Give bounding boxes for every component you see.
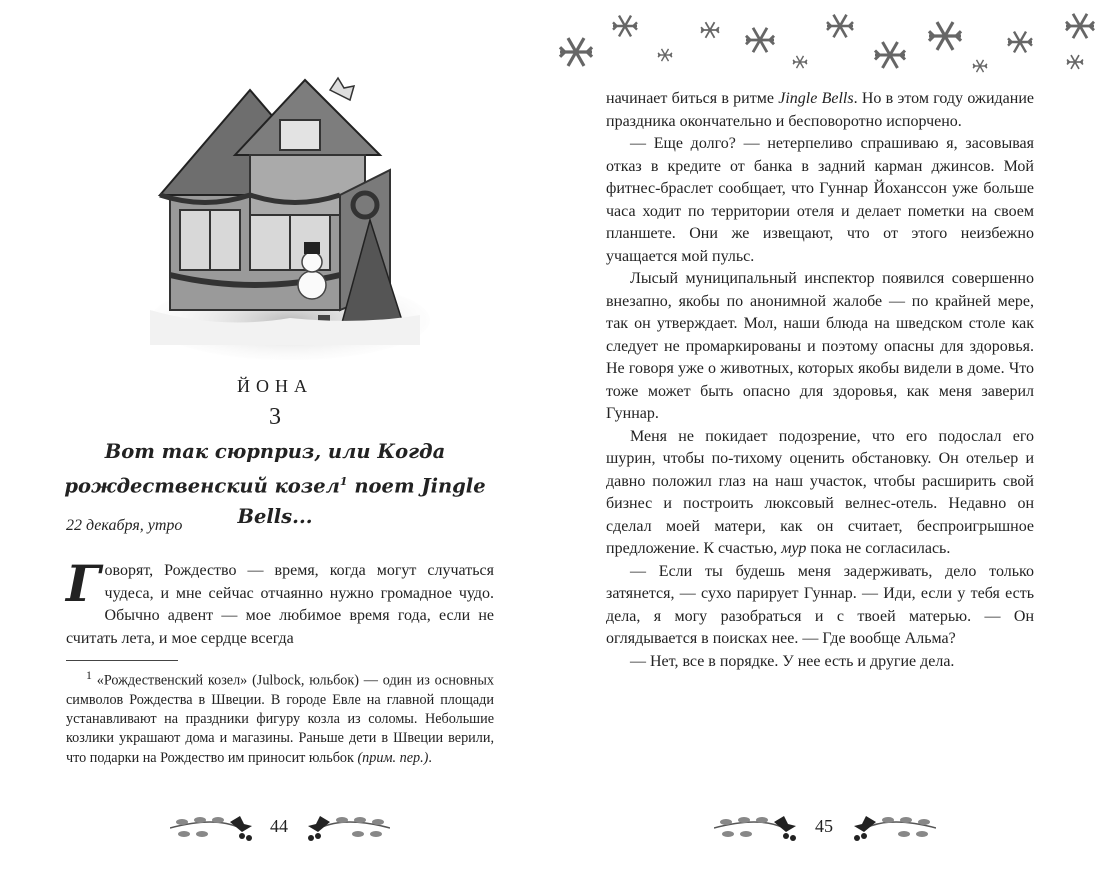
snowflake-border	[550, 0, 1100, 85]
paragraph-4-text-a: Меня не покидает подозрение, что его подослал его шурин, чтобы по-тихому оценить обстановку. Он отельер и давно положил глаз на наш участок, чтобы расширить свой бизнес и построить люксовый велнес-отель. Недавно он сделал моей матери, как он считает, беспроигрышное предложение. К счастью,	[606, 427, 1034, 557]
paragraph-3: Лысый муниципальный инспектор появился совершенно внезапно, якобы по анонимной жалобе — по крайней мере, так он утверждает. Мол, наши блюда на шведском столе как следует не промаркированы и поэтому опасны для здоровья. Не говоря уже о животных, которых якобы видели в доме. Что тоже может быть опасно для здоровья, как меня заверил Гуннар.	[606, 270, 1034, 422]
page-number-right: 45	[815, 816, 833, 836]
paragraph-5: — Если ты будешь меня задерживать, дело только затянется, — сухо парирует Гуннар. — Иди, если у тебя есть дела, я могу разобраться и с твоей матерью. — Он оглядывается в поисках нее. — Где вообще Альма?	[606, 562, 1034, 647]
paragraph-4	[606, 426, 1034, 561]
holly-sprig-ornament	[714, 810, 804, 846]
page-number-left: 44	[270, 816, 288, 836]
footnote-text: «Рождественский козел» (Julbock, юльбок) — один из основных символов Рождества в Швеции. В городе Евле на главной площади устанавливают на праздники фигуру козла из соломы. Небольшие козлики украшают дома и магазины. Раньше дети в Швеции верили, что подарки на Рождество им приносит юльбок	[66, 672, 494, 766]
chapter-name: ЙОНА	[237, 376, 313, 396]
footnote-marker: 1	[86, 668, 92, 682]
chapter-number: 3	[269, 404, 281, 430]
chapter-title-line2-b: поет Jingle Bells...	[237, 474, 486, 528]
chapter-title-line1: Вот так сюрприз, или Когда	[104, 440, 446, 463]
right-body-text	[606, 88, 1034, 673]
holly-sprig-ornament	[170, 810, 260, 846]
footnote	[66, 666, 494, 768]
holly-sprig-ornament	[300, 810, 390, 846]
paragraph-4-text-b: пока не согласилась.	[806, 540, 951, 557]
footnote-ref: 1	[339, 475, 348, 488]
left-body-text	[66, 554, 494, 650]
paragraph-6: — Нет, все в порядке. У нее есть и другие дела.	[630, 652, 955, 670]
drop-cap: Г	[66, 554, 101, 613]
paragraph-4-italic: мур	[781, 540, 807, 557]
christmas-house-illustration	[140, 60, 430, 360]
footnote-end: .	[428, 749, 432, 766]
footnote-rule	[66, 660, 178, 661]
paragraph-1	[606, 88, 1034, 133]
chapter-title-line2-a: рождественский козел	[64, 474, 340, 498]
paragraph-2: — Еще долго? — нетерпеливо спрашиваю я, засовывая отказ в кредите от банка в задний карман джинсов. Мой фитнес-браслет сообщает, что Гуннар Йоханссон уже больше часа ходит по территории отеля и делает пометки на своем планшете. Они же извещают, что от этого неизбежно учащается мой пульс.	[606, 135, 1034, 265]
dateline: 22 декабря, утро	[66, 517, 183, 534]
paragraph-1-text-a: начинает биться в ритме	[606, 90, 779, 107]
left-body-paragraph: оворят, Рождество — время, когда могут случаться чудеса, и мне сейчас отчаянно нужно громадное чудо. Обычно адвент — мое любимое время года, если не считать лета, и мое сердце всегда	[66, 562, 494, 647]
holly-sprig-ornament	[846, 810, 936, 846]
paragraph-1-italic: Jingle Bells	[778, 90, 854, 107]
footnote-note: (прим. пер.)	[357, 749, 429, 766]
paragraph-1-text-b: . Но в этом году ожидание праздника окончательно и бесповоротно испорчено.	[606, 90, 1035, 130]
